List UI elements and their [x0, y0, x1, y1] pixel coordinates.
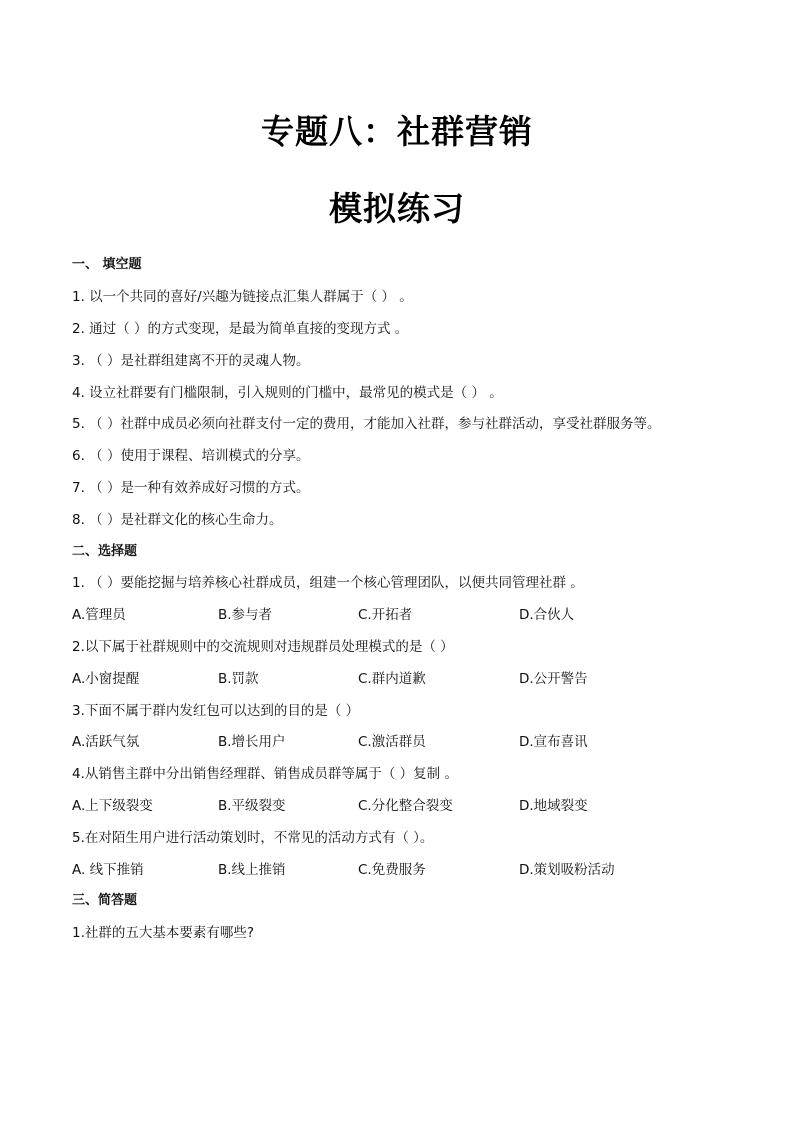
choice-option: D.地域裂变: [519, 798, 588, 814]
choice-option: D.宣布喜讯: [519, 734, 588, 750]
fill-question: 4. 设立社群要有门槛限制，引入规则的门槛中，最常见的模式是（ ） 。: [72, 385, 503, 401]
page-subtitle: 模拟练习: [329, 189, 465, 228]
fill-question: 1. 以一个共同的喜好/兴趣为链接点汇集人群属于（ ） 。: [72, 289, 413, 305]
choice-question-stem: 1. （ ）要能挖掘与培养核心社群成员，组建一个核心管理团队，以便共同管理社群 。: [72, 575, 584, 591]
fill-question: 8. （ ）是社群文化的核心生命力。: [72, 512, 283, 528]
fill-question: 5. （ ）社群中成员必须向社群支付一定的费用，才能加入社群，参与社群活动，享受社群服务等。: [72, 416, 661, 432]
choice-question-stem: 4.从销售主群中分出销售经理群、销售成员群等属于（ ）复制 。: [72, 766, 458, 782]
choice-option: C.群内道歉: [358, 671, 426, 687]
choice-option: A.上下级裂变: [72, 798, 153, 814]
choice-option: C.免费服务: [358, 862, 426, 878]
choice-option: A.管理员: [72, 607, 126, 623]
section-heading-fill: 一、 填空题: [72, 257, 142, 272]
choice-question-stem: 2.以下属于社群规则中的交流规则对违规群员处理模式的是（ ）: [72, 639, 454, 655]
choice-option: C.分化整合裂变: [358, 798, 453, 814]
section-heading-short: 三、简答题: [72, 893, 138, 908]
choice-option: B.罚款: [218, 671, 259, 687]
section-heading-choice: 二、选择题: [72, 544, 138, 559]
choice-option: A. 线下推销: [72, 862, 144, 878]
choice-option: A.活跃气氛: [72, 734, 140, 750]
choice-option: B.增长用户: [218, 734, 286, 750]
choice-option: C.开拓者: [358, 607, 413, 623]
fill-question: 7. （ ）是一种有效养成好习惯的方式。: [72, 480, 310, 496]
choice-question-stem: 5.在对陌生用户进行活动策划时，不常见的活动方式有（ ）。: [72, 830, 434, 846]
choice-option: D.合伙人: [519, 607, 575, 623]
choice-option: B.平级裂变: [218, 798, 286, 814]
fill-question: 6. （ ）使用于课程、培训模式的分享。: [72, 448, 310, 464]
fill-question: 3. （ ）是社群组建离不开的灵魂人物。: [72, 353, 310, 369]
fill-question: 2. 通过（ ）的方式变现，是最为简单直接的变现方式 。: [72, 321, 409, 337]
choice-option: D.策划吸粉活动: [519, 862, 615, 878]
choice-option: B.线上推销: [218, 862, 286, 878]
page-title: 专题八：社群营销: [261, 112, 533, 151]
choice-option: B.参与者: [218, 607, 273, 623]
choice-question-stem: 3.下面不属于群内发红包可以达到的目的是（ ）: [72, 703, 360, 719]
choice-option: D.公开警告: [519, 671, 588, 687]
choice-option: A.小窗提醒: [72, 671, 140, 687]
choice-option: C.激活群员: [358, 734, 426, 750]
short-answer-question: 1.社群的五大基本要素有哪些?: [72, 925, 255, 941]
